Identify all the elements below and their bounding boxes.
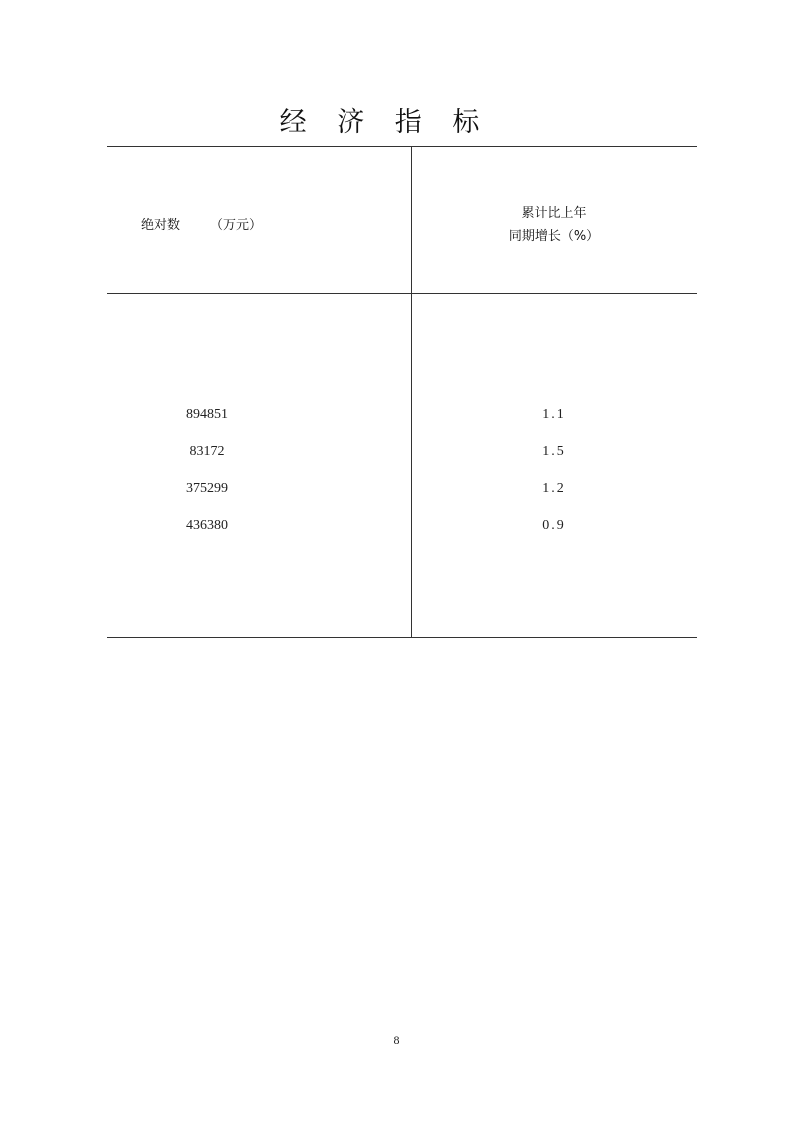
table-top-rule <box>107 146 697 147</box>
page-number: 8 <box>393 1033 400 1047</box>
cell-growth-row-2: 1.5 <box>542 444 566 459</box>
column-header-growth <box>411 202 697 248</box>
cell-absolute-row-2: 83172 <box>189 444 225 459</box>
column-header-absolute-label: 绝对数 <box>141 218 181 233</box>
column-header-absolute <box>141 214 262 233</box>
cell-absolute-row-3: 375299 <box>186 481 228 496</box>
cell-growth-row-3: 1.2 <box>542 481 566 496</box>
cell-absolute-row-1: 894851 <box>186 407 228 422</box>
cell-growth-row-4: 0.9 <box>542 518 566 533</box>
column-header-growth-line1: 累计比上年 <box>521 206 587 221</box>
column-header-absolute-unit: （万元） <box>210 218 263 233</box>
page-title: 经 济 指 标 <box>279 107 491 138</box>
table-bottom-rule <box>107 637 697 638</box>
column-header-growth-line2: 同期增长（%） <box>508 229 600 244</box>
table-header-rule <box>107 293 697 294</box>
cell-growth-row-1: 1.1 <box>542 407 566 422</box>
cell-absolute-row-4: 436380 <box>186 518 228 533</box>
economic-indicators-table <box>107 146 697 637</box>
